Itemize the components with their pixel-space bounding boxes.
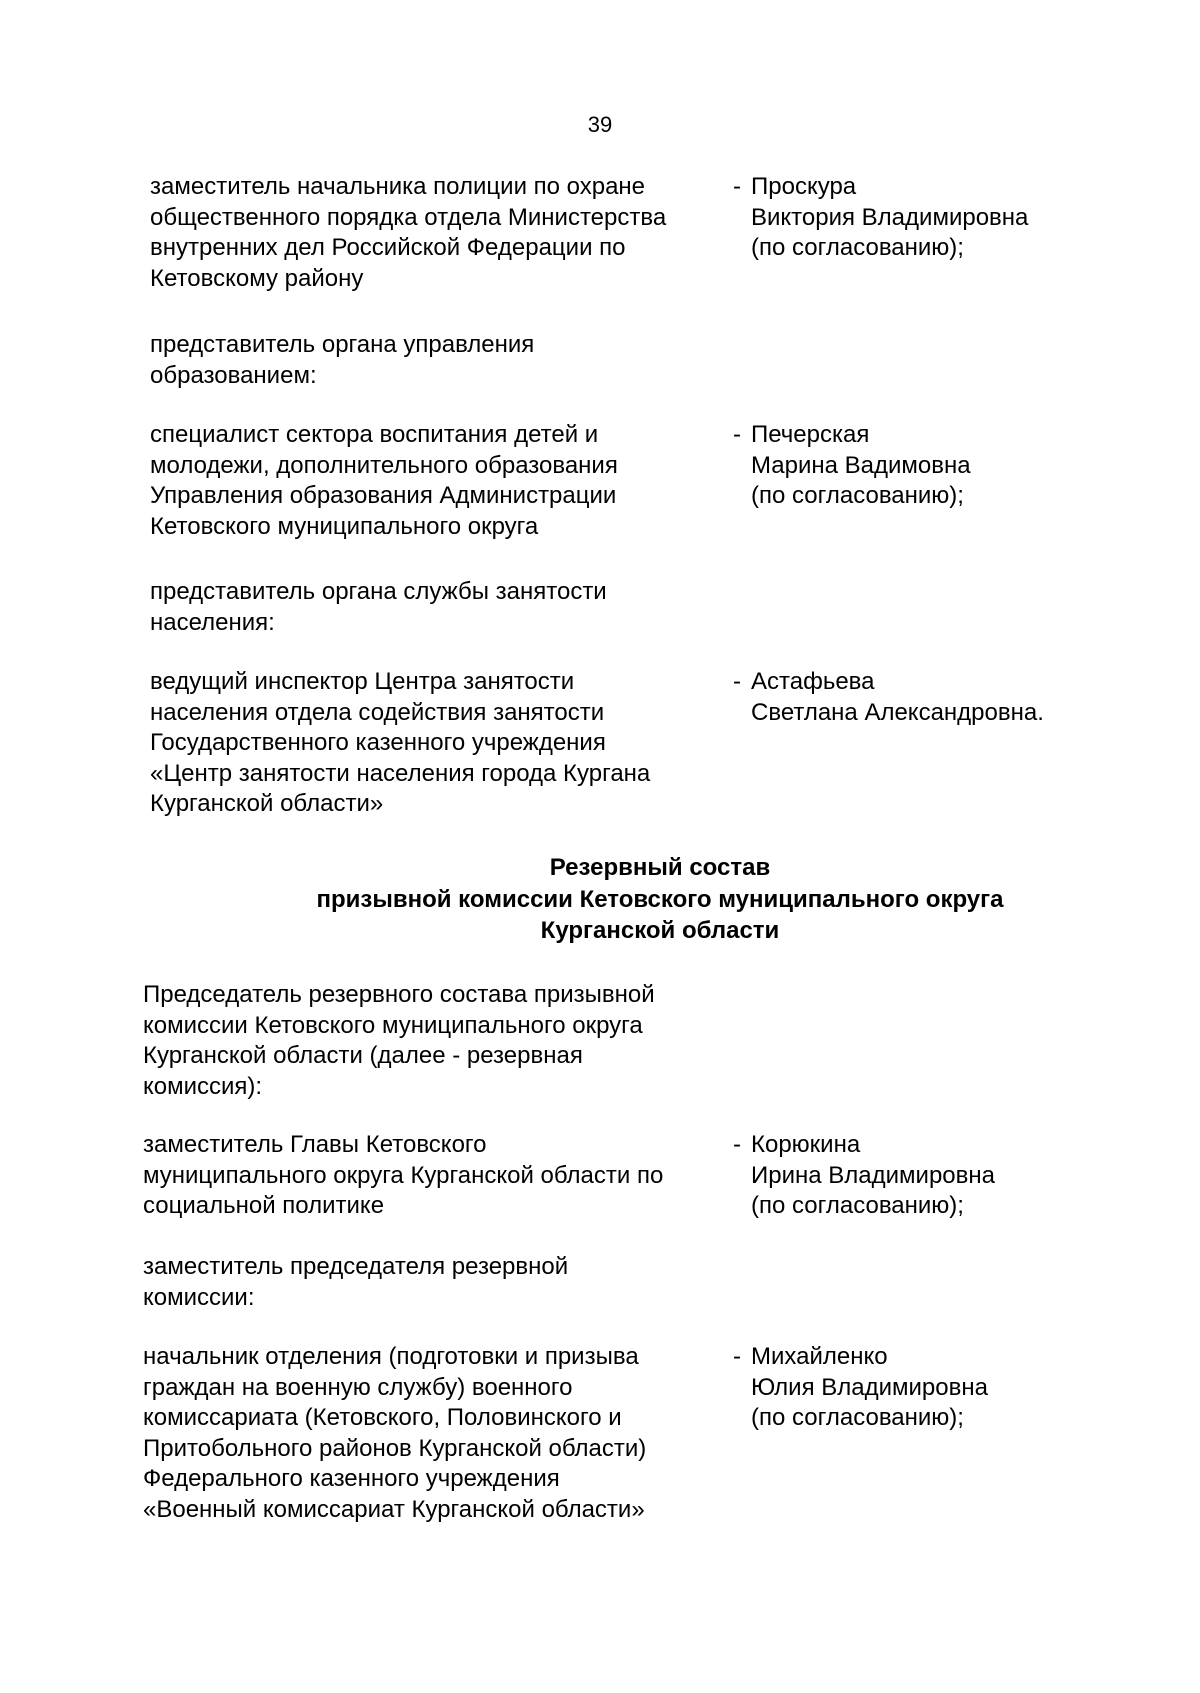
category-label: представитель органа службы занятости населения: bbox=[150, 578, 607, 636]
member-surname: Проскура bbox=[751, 173, 857, 200]
member-position: заместитель Главы Кетовского муниципального округа Курганской области по социальной политике bbox=[143, 1131, 664, 1219]
category-label: представитель органа управления образованием: bbox=[150, 331, 535, 389]
member-note: (по согласованию); bbox=[751, 234, 964, 261]
dash: - bbox=[733, 668, 741, 695]
page-number: 39 bbox=[587, 112, 613, 137]
member-name: Юлия Владимировна bbox=[751, 1373, 988, 1401]
member-name: Ирина Владимировна bbox=[751, 1161, 995, 1189]
member-surname: Михайленко bbox=[751, 1343, 888, 1370]
member-note: (по согласованию); bbox=[751, 1404, 964, 1431]
dash: - bbox=[733, 173, 741, 200]
category-label: заместитель председателя резервной комиссии: bbox=[143, 1253, 569, 1311]
dash: - bbox=[733, 1343, 741, 1370]
member-name: Марина Вадимовна bbox=[751, 451, 971, 479]
section-heading: Резервный состав призывной комиссии Кетовского муниципального округа Курганской области bbox=[316, 854, 1004, 944]
member-position: специалист сектора воспитания детей и молодежи, дополнительного образования Управления образования Администрации Кетовского муниципального округа bbox=[150, 421, 618, 540]
dash: - bbox=[733, 421, 741, 448]
member-note: (по согласованию); bbox=[751, 1192, 964, 1219]
member-surname: Корюкина bbox=[751, 1131, 861, 1158]
member-note: (по согласованию); bbox=[751, 482, 964, 509]
category-label: Председатель резервного состава призывной комиссии Кетовского муниципального округа Курганской области (далее - резервная комиссия): bbox=[143, 981, 655, 1100]
member-surname: Печерская bbox=[751, 421, 870, 448]
dash: - bbox=[733, 1131, 741, 1158]
member-name: Светлана Александровна. bbox=[751, 698, 1044, 726]
member-position: заместитель начальника полиции по охране общественного порядка отдела Министерства внутренних дел Российской Федерации по Кетовскому району bbox=[150, 173, 667, 292]
member-surname: Астафьева bbox=[751, 668, 875, 695]
member-position: ведущий инспектор Центра занятости населения отдела содействия занятости Государственного казенного учреждения «Центр занятости населения города Кургана Курганской области» bbox=[150, 668, 651, 817]
member-name: Виктория Владимировна bbox=[751, 203, 1029, 231]
member-position: начальник отделения (подготовки и призыва граждан на военную службу) военного комиссариата (Кетовского, Половинского и Притобольного районов Курганской области) Федерального казенного учреждения «Военный комиссариат Курганской области» bbox=[143, 1343, 647, 1523]
